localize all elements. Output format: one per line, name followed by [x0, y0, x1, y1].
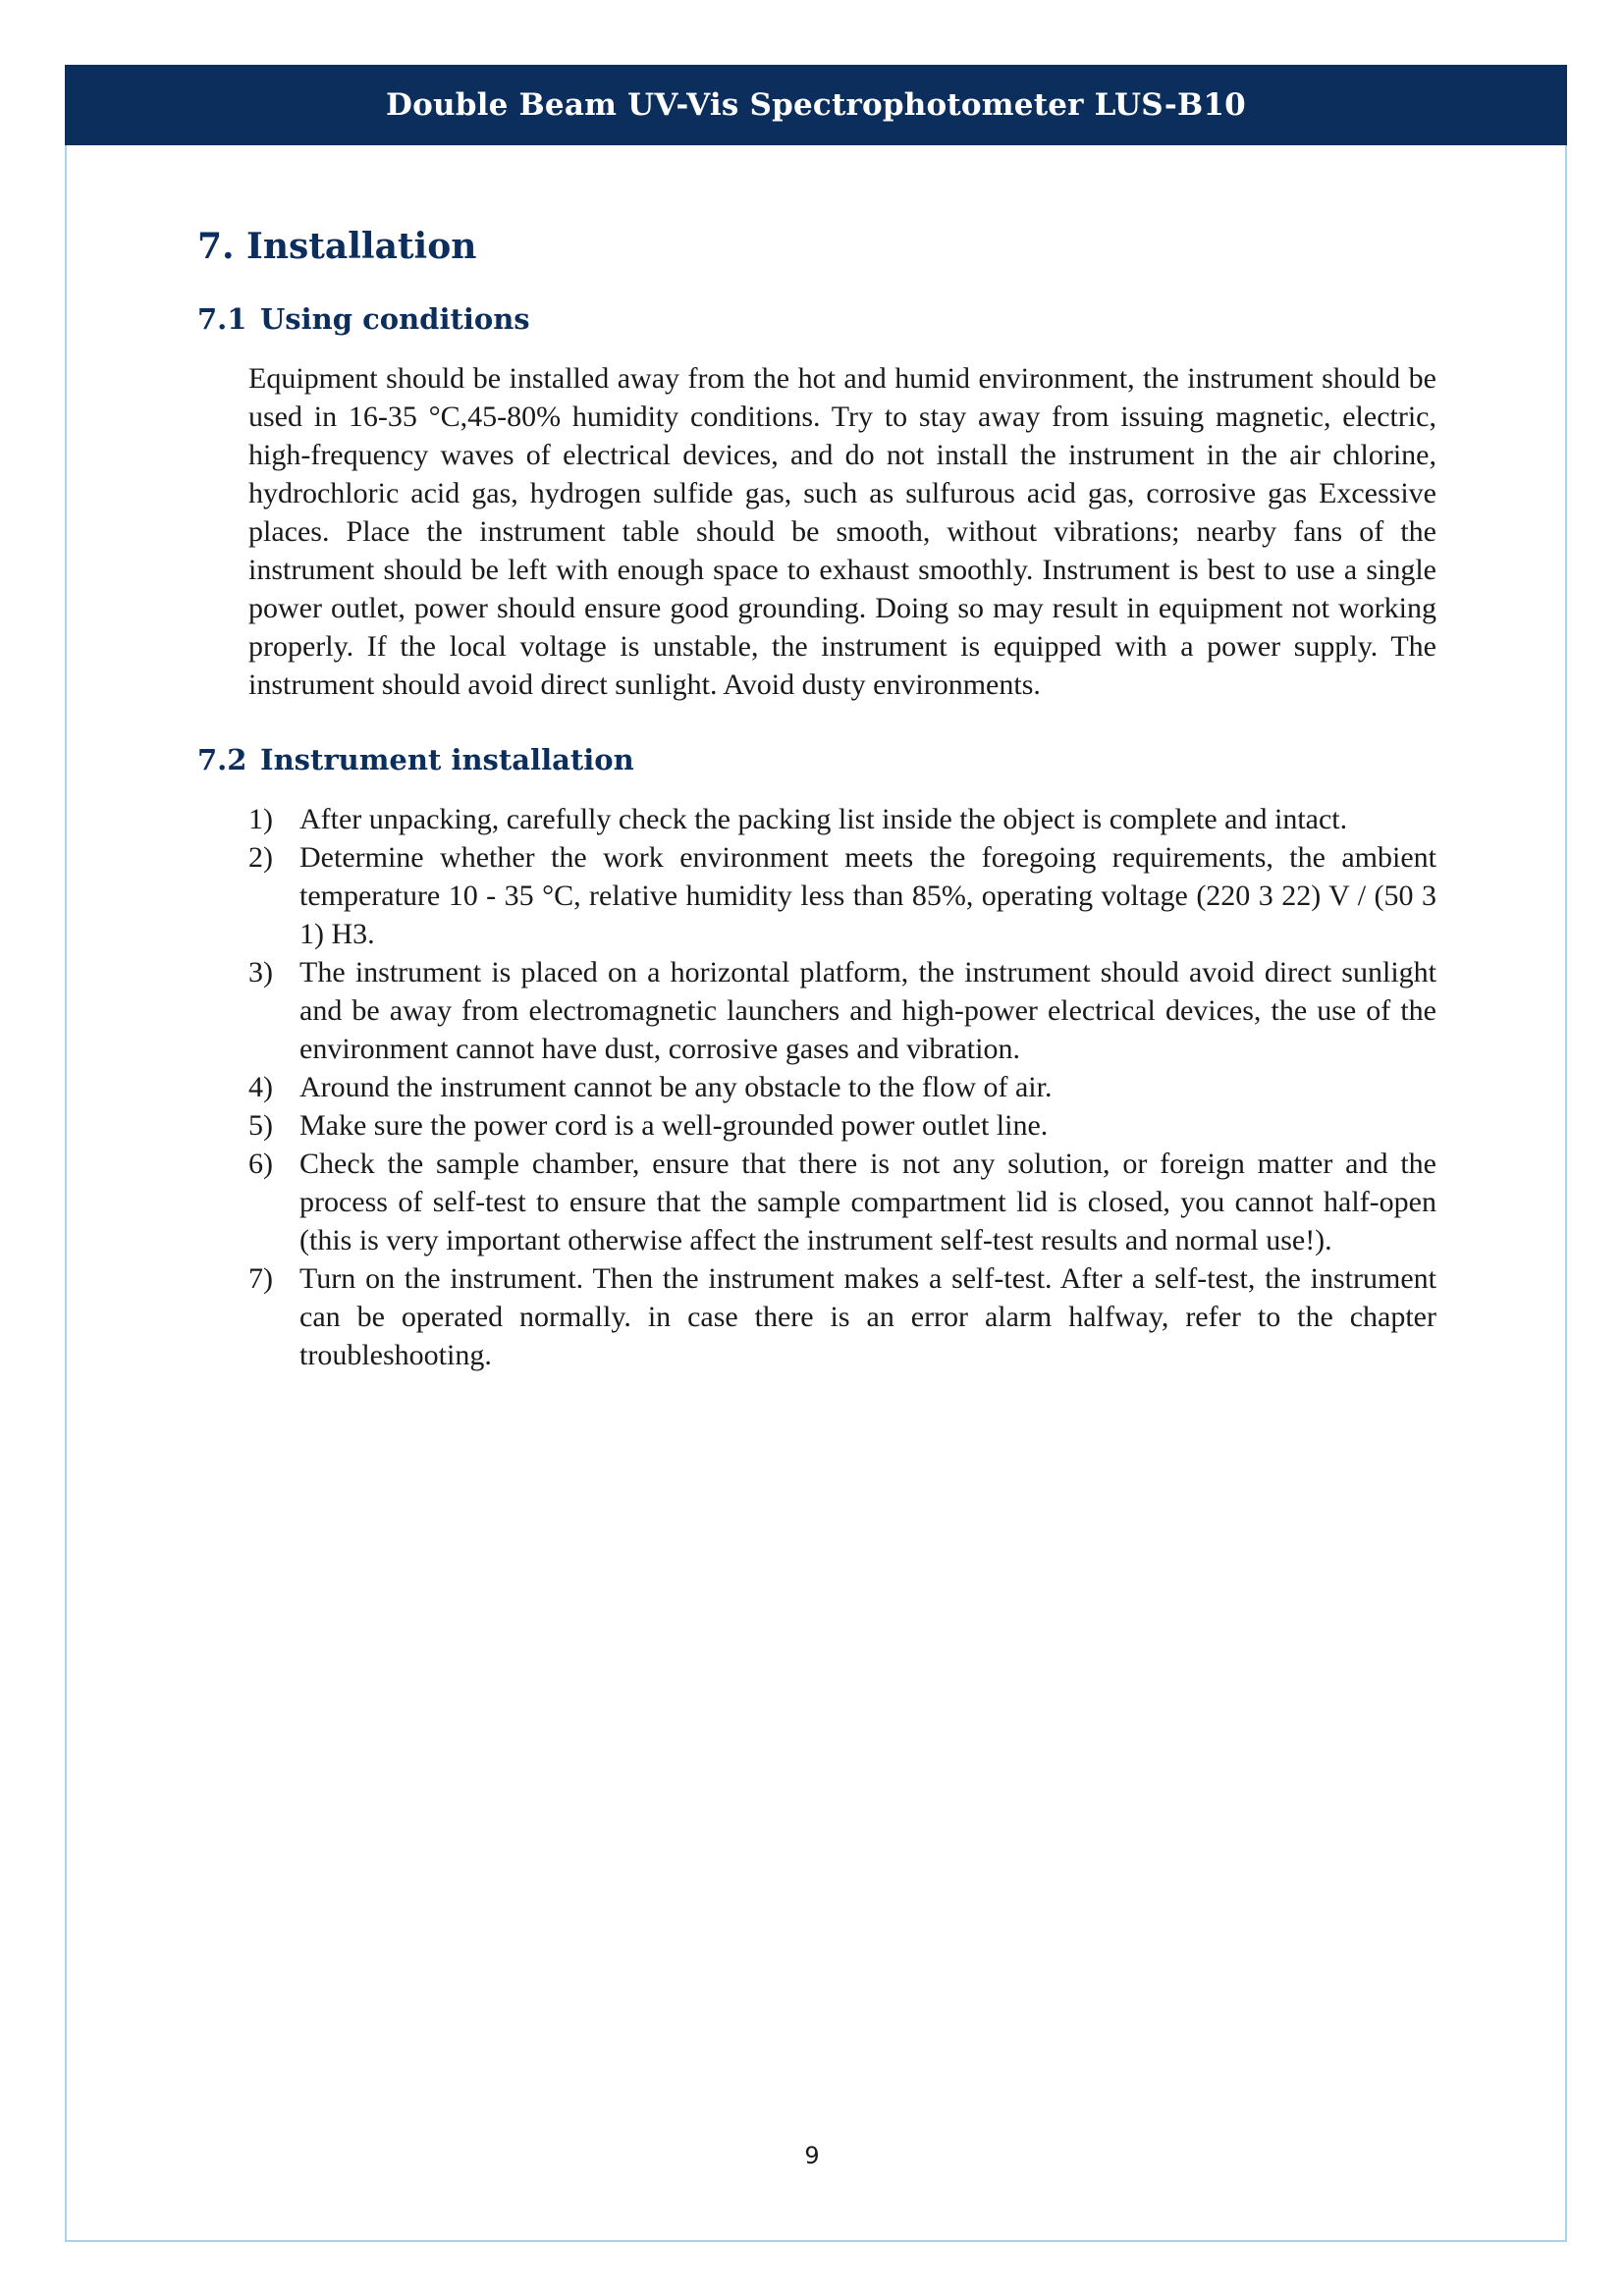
subsection-number: 7.2 [197, 743, 247, 776]
list-marker: 3) [248, 956, 273, 988]
list-item [248, 953, 1436, 1068]
list-item-text: After unpacking, carefully check the packing list inside the object is complete and intact. [299, 803, 1348, 835]
subsection-title: Instrument installation [260, 743, 634, 776]
section-heading [197, 226, 1436, 267]
list-item [248, 1106, 1436, 1145]
list-marker: 5) [248, 1109, 273, 1142]
document-title: Double Beam UV-Vis Spectrophotometer LUS-B10 [386, 87, 1246, 123]
list-item [248, 1068, 1436, 1106]
list-marker: 6) [248, 1148, 273, 1180]
list-item-text: Determine whether the work environment meets the foregoing requirements, the ambient temperature 10 - 35 °C, relative humidity less than 85%, operating voltage (220 3 22) V / (50 3 1) H3. [299, 841, 1436, 950]
section-number: 7. [197, 226, 235, 267]
list-marker: 4) [248, 1071, 273, 1103]
page-content [197, 226, 1436, 1374]
list-marker: 1) [248, 803, 273, 835]
list-item-text: Check the sample chamber, ensure that there is not any solution, or foreign matter and the process of self-test to ensure that the sample compartment lid is closed, you cannot half-open (this is very important otherwise affect the instrument self-test results and normal use!). [299, 1148, 1436, 1256]
list-item-text: The instrument is placed on a horizontal platform, the instrument should avoid direct sunlight and be away from electromagnetic launchers and high-power electrical devices, the use of the environment cannot have dust, corrosive gases and vibration. [299, 956, 1436, 1065]
list-item [248, 800, 1436, 838]
section-title: Installation [246, 226, 477, 267]
list-item-text: Turn on the instrument. Then the instrument makes a self-test. After a self-test, the instrument can be operated normally. in case there is an error alarm halfway, refer to the chapter troubleshooting. [299, 1262, 1436, 1371]
list-item-text: Make sure the power cord is a well-grounded power outlet line. [299, 1109, 1049, 1142]
list-item [248, 1259, 1436, 1374]
list-item [248, 1145, 1436, 1259]
using-conditions-paragraph: Equipment should be installed away from the hot and humid environment, the instrument should be used in 16-35 °C,45-80% humidity conditions. Try to stay away from issuing magnetic, electric, high-frequency waves of electrical devices, and do not install the instrument in the air chlorine, hydrochloric acid gas, hydrogen sulfide gas, such as sulfurous acid gas, corrosive gas Excessive places. Place the instrument table should be smooth, without vibrations; nearby fans of the instrument should be left with enough space to exhaust smoothly. Instrument is best to use a single power outlet, power should ensure good grounding. Doing so may result in equipment not working properly. If the local voltage is unstable, the instrument is equipped with a power supply. The instrument should avoid direct sunlight. Avoid dusty environments. [248, 362, 1436, 701]
subsection-title: Using conditions [260, 302, 530, 336]
list-marker: 7) [248, 1262, 273, 1295]
subsection-heading-using-conditions [197, 302, 1436, 336]
page-number: 9 [804, 2142, 820, 2169]
subsection-heading-instrument-installation [197, 743, 1436, 776]
list-item [248, 838, 1436, 953]
list-item-text: Around the instrument cannot be any obstacle to the flow of air. [299, 1071, 1053, 1103]
installation-steps-list [248, 800, 1436, 1374]
subsection-number: 7.1 [197, 302, 247, 336]
header-bar [65, 65, 1567, 145]
list-marker: 2) [248, 841, 273, 874]
